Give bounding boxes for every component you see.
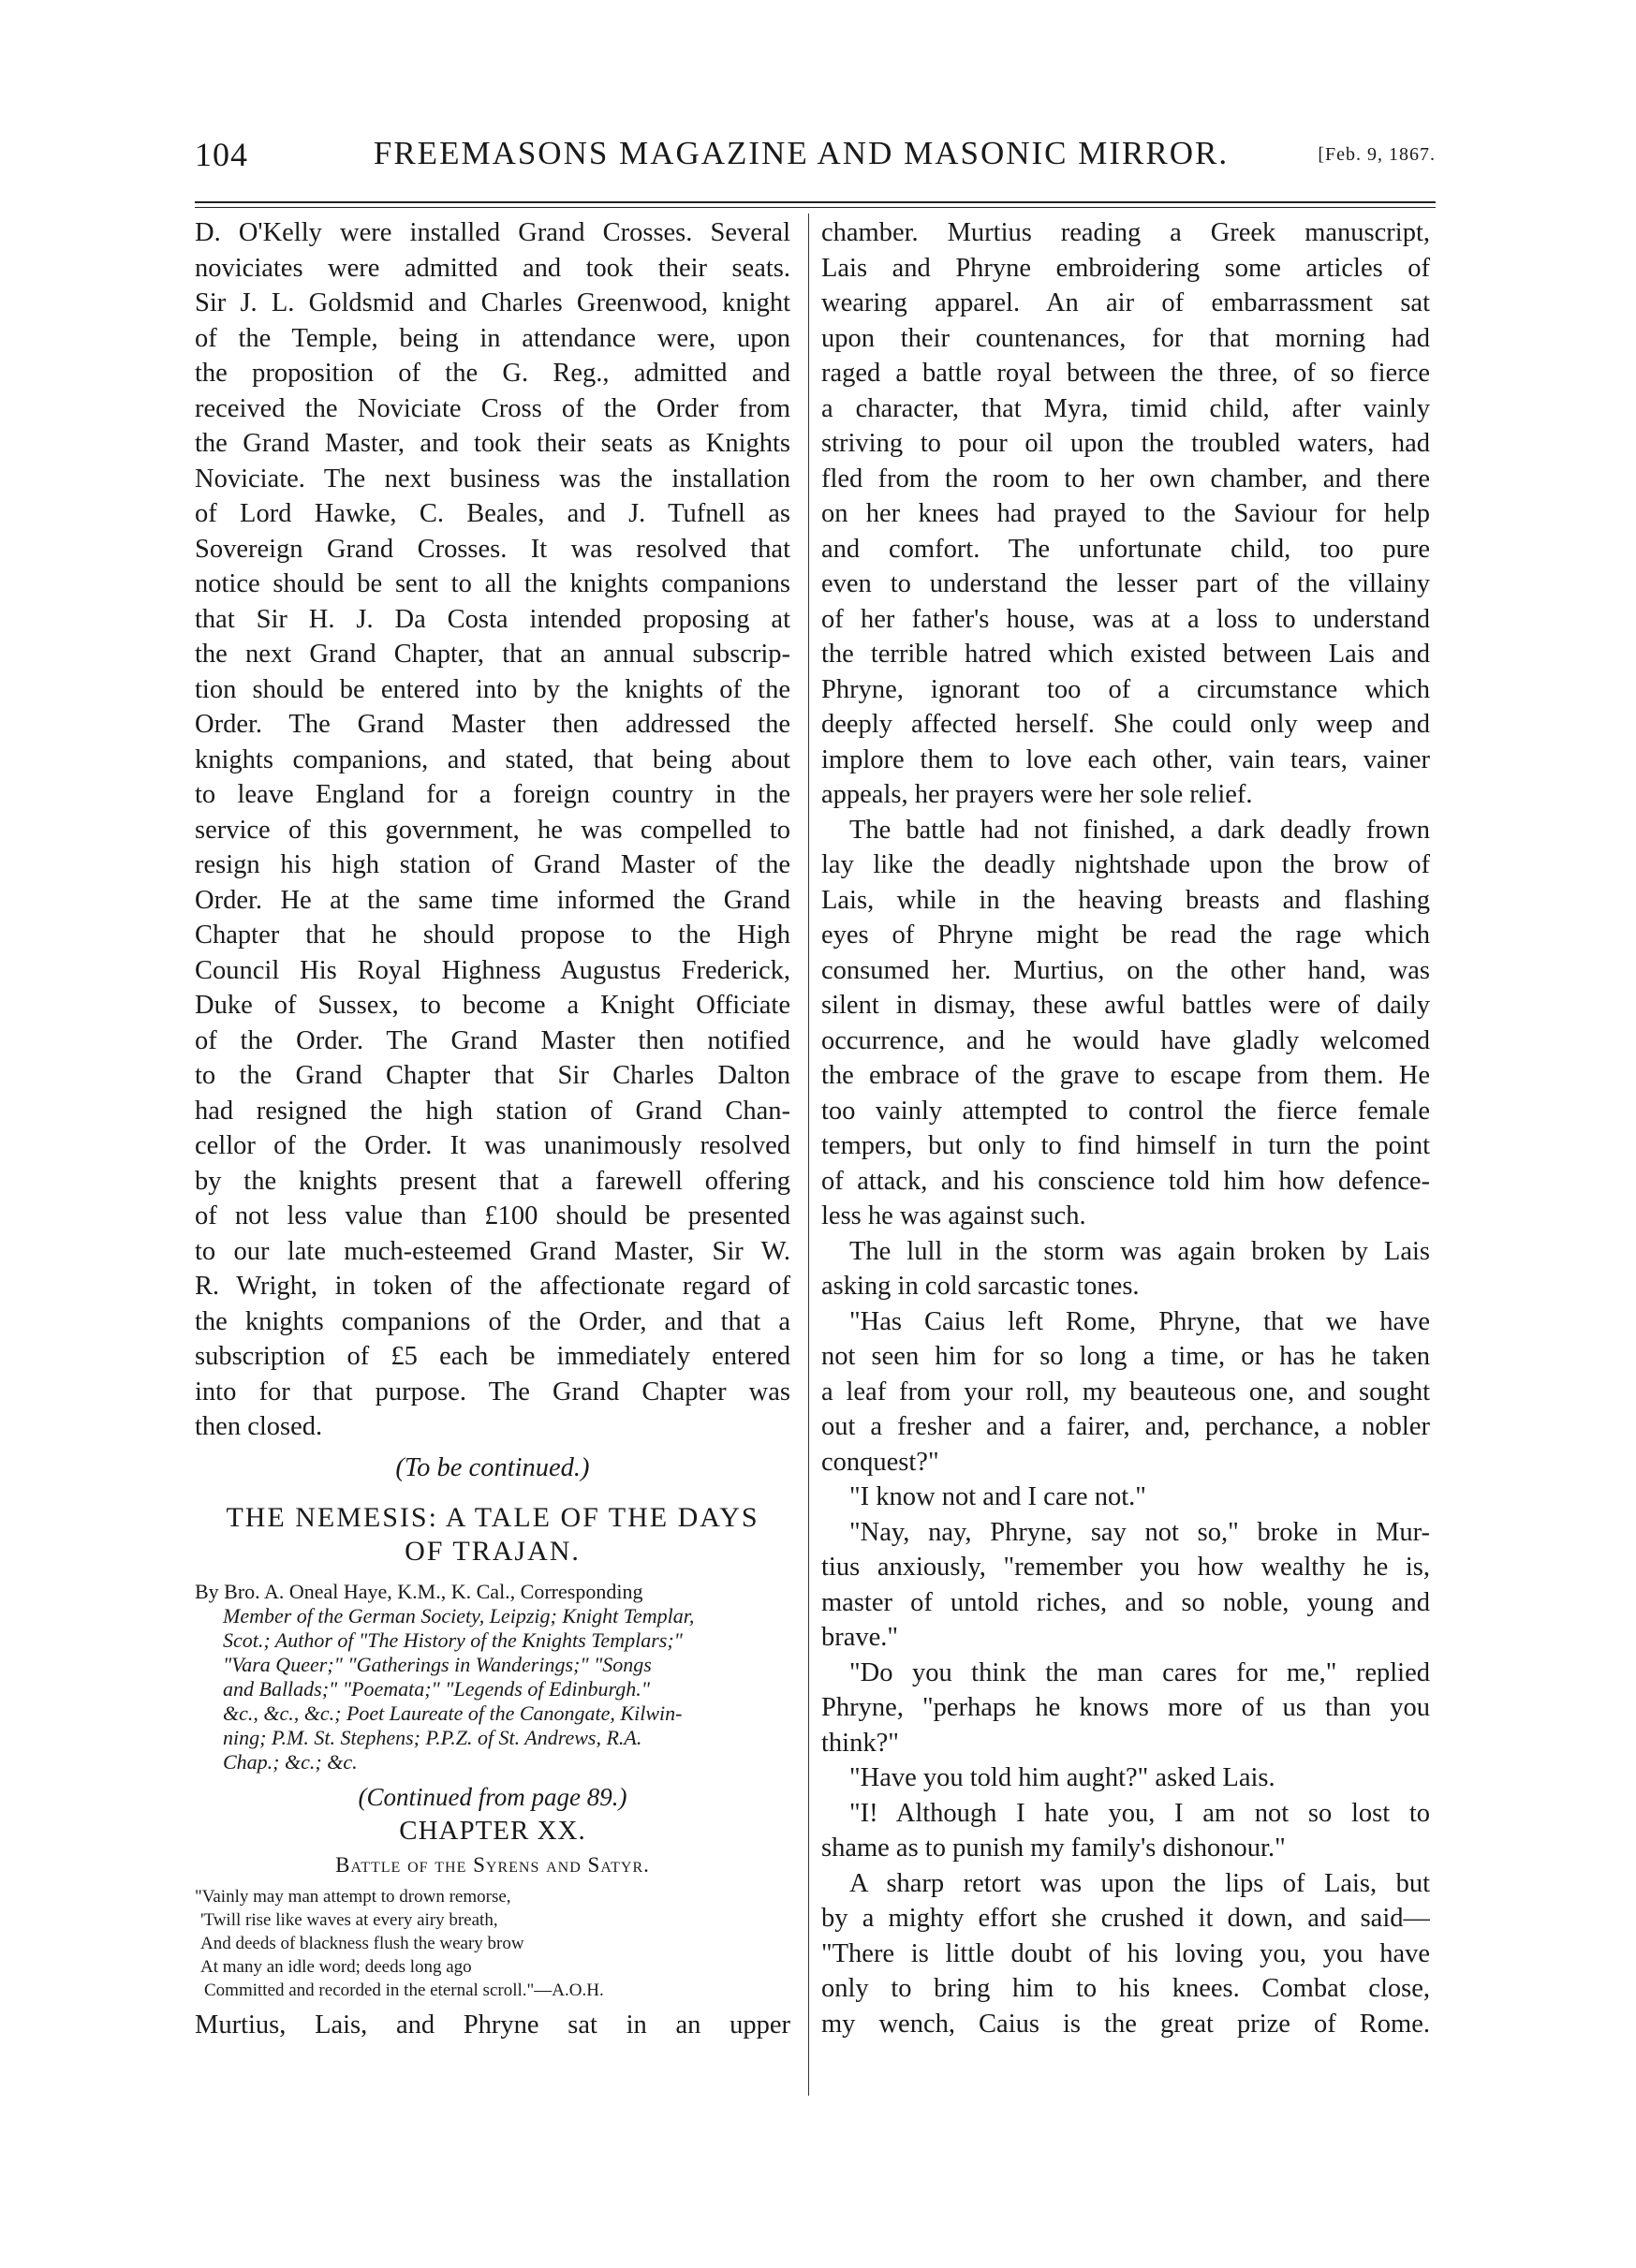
text-line: even to understand the lesser part of the villainy xyxy=(821,569,1430,598)
text-line: by a mighty effort she crushed it down, and said— xyxy=(821,1904,1430,1933)
epigraph-line: And deeds of blackness flush the weary brow xyxy=(200,1933,524,1953)
byline-line: "Vara Queer;" "Gatherings in Wanderings;" "Songs xyxy=(223,1652,652,1676)
text-line: knights companions, and stated, that being about xyxy=(195,744,790,774)
text-line: the embrace of the grave to escape from them. He xyxy=(821,1061,1430,1090)
text-line: D. O'Kelly were installed Grand Crosses. Several xyxy=(195,218,790,247)
text-line: notice should be sent to all the knights companions xyxy=(195,569,790,598)
text-line: The lull in the storm was again broken by Lais xyxy=(849,1236,1430,1266)
text-line: tius anxiously, "remember you how wealthy he is, xyxy=(821,1553,1430,1582)
continued-from-note: (Continued from page 89.) xyxy=(358,1782,627,1811)
text-line: "Nay, nay, Phryne, say not so," broke in Mur- xyxy=(849,1517,1430,1547)
text-line: to the Grand Chapter that Sir Charles Dalton xyxy=(195,1061,790,1090)
chapter-heading: CHAPTER XX. xyxy=(399,1815,586,1846)
text-line: brave." xyxy=(821,1623,899,1652)
text-line: resign his high station of Grand Master of the xyxy=(195,850,790,879)
to-be-continued-note: (To be continued.) xyxy=(395,1452,590,1482)
text-line: tempers, but only to find himself in turn the point xyxy=(821,1131,1430,1160)
text-line: "I know not and I care not." xyxy=(849,1482,1146,1511)
text-line: Order. He at the same time informed the Grand xyxy=(195,885,790,915)
text-line: and comfort. The unfortunate child, too pure xyxy=(821,534,1430,564)
chapter-opening-line: Murtius, Lais, and Phryne sat in an upper xyxy=(195,2010,790,2040)
right-column xyxy=(821,215,1430,2041)
text-line: "Has Caius left Rome, Phryne, that we have xyxy=(849,1306,1430,1336)
byline-line: and Ballads;" "Poemata;" "Legends of Edinburgh." xyxy=(223,1676,651,1701)
text-line: by the knights present that a farewell offering xyxy=(195,1166,790,1196)
byline-line: By Bro. A. Oneal Haye, K.M., K. Cal., Corresponding xyxy=(195,1579,643,1603)
byline-line: ning; P.M. St. Stephens; P.P.Z. of St. Andrews, R.A. xyxy=(223,1725,642,1749)
byline-line: Chap.; &c.; &c. xyxy=(223,1749,358,1774)
masthead-title: FREEMASONS MAGAZINE AND MASONIC MIRROR. xyxy=(373,135,1230,171)
text-line: a leaf from your roll, my beauteous one, and sought xyxy=(821,1377,1430,1406)
page-header xyxy=(195,131,1436,187)
text-line: the knights companions of the Order, and that a xyxy=(195,1306,790,1336)
epigraph-line: At many an idle word; deeds long ago xyxy=(200,1956,472,1977)
text-line: only to bring him to his knees. Combat close, xyxy=(821,1974,1430,2003)
text-line: lay like the deadly nightshade upon the brow of xyxy=(821,850,1430,879)
article-byline xyxy=(195,1580,790,1775)
text-line: raged a battle royal between the three, of so fierce xyxy=(821,359,1430,388)
text-line: appeals, her prayers were her sole relief. xyxy=(821,780,1253,809)
epigraph-line: 'Twill rise like waves at every airy breath, xyxy=(200,1909,498,1930)
text-line: R. Wright, in token of the affectionate regard of xyxy=(195,1272,790,1301)
text-line: The battle had not finished, a dark deadly frown xyxy=(849,815,1430,845)
text-line: A sharp retort was upon the lips of Lais, but xyxy=(849,1868,1430,1898)
page-number: 104 xyxy=(195,136,248,173)
header-rule xyxy=(195,201,1436,203)
text-line: implore them to love each other, vain tears, vainer xyxy=(821,744,1430,774)
text-line: consumed her. Murtius, on the other hand, was xyxy=(821,955,1430,985)
text-line: Sovereign Grand Crosses. It was resolved that xyxy=(195,534,790,564)
byline-line: &c., &c., &c.; Poet Laureate of the Canongate, Kilwin- xyxy=(223,1701,683,1725)
text-line: conquest?" xyxy=(821,1447,939,1477)
epigraph-line: "Vainly may man attempt to drown remorse, xyxy=(195,1886,511,1907)
text-line: to our late much-esteemed Grand Master, Sir W. xyxy=(195,1236,790,1266)
text-line: "There is little doubt of his loving you, you have xyxy=(821,1938,1430,1968)
article-title-line: OF TRAJAN. xyxy=(405,1535,581,1567)
byline-line: Member of the German Society, Leipzig; Knight Templar, xyxy=(223,1603,695,1627)
grand-chapter-report xyxy=(195,215,790,1445)
issue-date: [Feb. 9, 1867. xyxy=(1318,144,1436,165)
text-line: then closed. xyxy=(195,1412,323,1441)
text-line: out a fresher and a fairer, and, perchance, a nobler xyxy=(821,1412,1430,1441)
text-line: to leave England for a foreign country in the xyxy=(195,780,790,809)
text-line: deeply affected herself. She could only weep and xyxy=(821,710,1430,739)
text-line: wearing apparel. An air of embarrassment sat xyxy=(821,288,1430,317)
text-line: Council His Royal Highness Augustus Frederick, xyxy=(195,955,790,985)
text-line: Sir J. L. Goldsmid and Charles Greenwood, knight xyxy=(195,288,790,317)
text-line: that Sir H. J. Da Costa intended proposing at xyxy=(195,604,790,634)
text-line: the terrible hatred which existed between Lais and xyxy=(821,640,1430,669)
text-line: service of this government, he was compelled to xyxy=(195,815,790,845)
text-line: had resigned the high station of Grand Chan- xyxy=(195,1096,790,1126)
text-line: too vainly attempted to control the fierce female xyxy=(821,1096,1430,1126)
text-line: of attack, and his conscience told him how defence- xyxy=(821,1166,1430,1196)
text-line: occurrence, and he would have gladly welcomed xyxy=(821,1025,1430,1055)
chapter-epigraph xyxy=(195,1885,790,2002)
text-line: of the Temple, being in attendance were, upon xyxy=(195,323,790,353)
text-line: Phryne, ignorant too of a circumstance which xyxy=(821,674,1430,704)
text-line: think?" xyxy=(821,1728,899,1758)
epigraph-line: Committed and recorded in the eternal scroll."—A.O.H. xyxy=(204,1980,604,2000)
text-line: the Grand Master, and took their seats as Knights xyxy=(195,429,790,458)
text-line: a character, that Myra, timid child, after vainly xyxy=(821,393,1430,423)
left-column xyxy=(195,215,790,2042)
text-line: Order. The Grand Master then addressed the xyxy=(195,710,790,739)
text-line: not seen him for so long a time, or has he taken xyxy=(821,1342,1430,1371)
byline-line: Scot.; Author of "The History of the Knights Templars;" xyxy=(223,1627,683,1652)
text-line: "Do you think the man cares for me," replied xyxy=(849,1657,1430,1687)
article-title-line: THE NEMESIS: A TALE OF THE DAYS xyxy=(226,1501,759,1533)
article-title xyxy=(195,1501,790,1568)
text-line: shame as to punish my family's dishonour." xyxy=(821,1834,1286,1863)
text-line: Chapter that he should propose to the High xyxy=(195,920,790,950)
text-line: cellor of the Order. It was unanimously resolved xyxy=(195,1131,790,1160)
text-line: of her father's house, was at a loss to understand xyxy=(821,604,1430,634)
header-rule-thin xyxy=(195,207,1436,208)
text-line: silent in dismay, these awful battles were of daily xyxy=(821,991,1430,1020)
text-line: noviciates were admitted and took their seats. xyxy=(195,253,790,283)
text-line: received the Noviciate Cross of the Order from xyxy=(195,393,790,423)
text-line: the next Grand Chapter, that an annual subscrip- xyxy=(195,640,790,669)
text-line: striving to pour oil upon the troubled waters, had xyxy=(821,429,1430,458)
text-line: tion should be entered into by the knights of the xyxy=(195,674,790,704)
text-line: of not less value than £100 should be presented xyxy=(195,1201,790,1230)
text-line: of the Order. The Grand Master then notified xyxy=(195,1025,790,1055)
text-line: subscription of £5 each be immediately entered xyxy=(195,1342,790,1371)
text-line: asking in cold sarcastic tones. xyxy=(821,1272,1140,1301)
text-line: Noviciate. The next business was the installation xyxy=(195,464,790,493)
text-line: the proposition of the G. Reg., admitted and xyxy=(195,359,790,388)
text-line: chamber. Murtius reading a Greek manuscript, xyxy=(821,218,1430,247)
text-line: Duke of Sussex, to become a Knight Officiate xyxy=(195,991,790,1020)
text-line: upon their countenances, for that morning had xyxy=(821,323,1430,353)
text-line: fled from the room to her own chamber, and there xyxy=(821,464,1430,493)
chapter-subtitle: Battle of the Syrens and Satyr. xyxy=(335,1852,650,1877)
text-line: Phryne, "perhaps he knows more of us than you xyxy=(821,1693,1430,1722)
text-line: my wench, Caius is the great prize of Rome. xyxy=(821,2009,1430,2039)
column-divider xyxy=(808,214,809,2096)
text-line: less he was against such. xyxy=(821,1201,1086,1230)
text-line: eyes of Phryne might be read the rage which xyxy=(821,920,1430,950)
text-line: of Lord Hawke, C. Beales, and J. Tufnell as xyxy=(195,499,790,528)
text-line: into for that purpose. The Grand Chapter was xyxy=(195,1377,790,1406)
text-line: "Have you told him aught?" asked Lais. xyxy=(849,1763,1275,1792)
text-line: on her knees had prayed to the Saviour for help xyxy=(821,499,1430,528)
text-line: Lais and Phryne embroidering some articles of xyxy=(821,253,1430,283)
text-line: "I! Although I hate you, I am not so lost to xyxy=(849,1798,1430,1828)
text-line: Lais, while in the heaving breasts and flashing xyxy=(821,885,1430,915)
text-line: master of untold riches, and so noble, young and xyxy=(821,1587,1430,1617)
